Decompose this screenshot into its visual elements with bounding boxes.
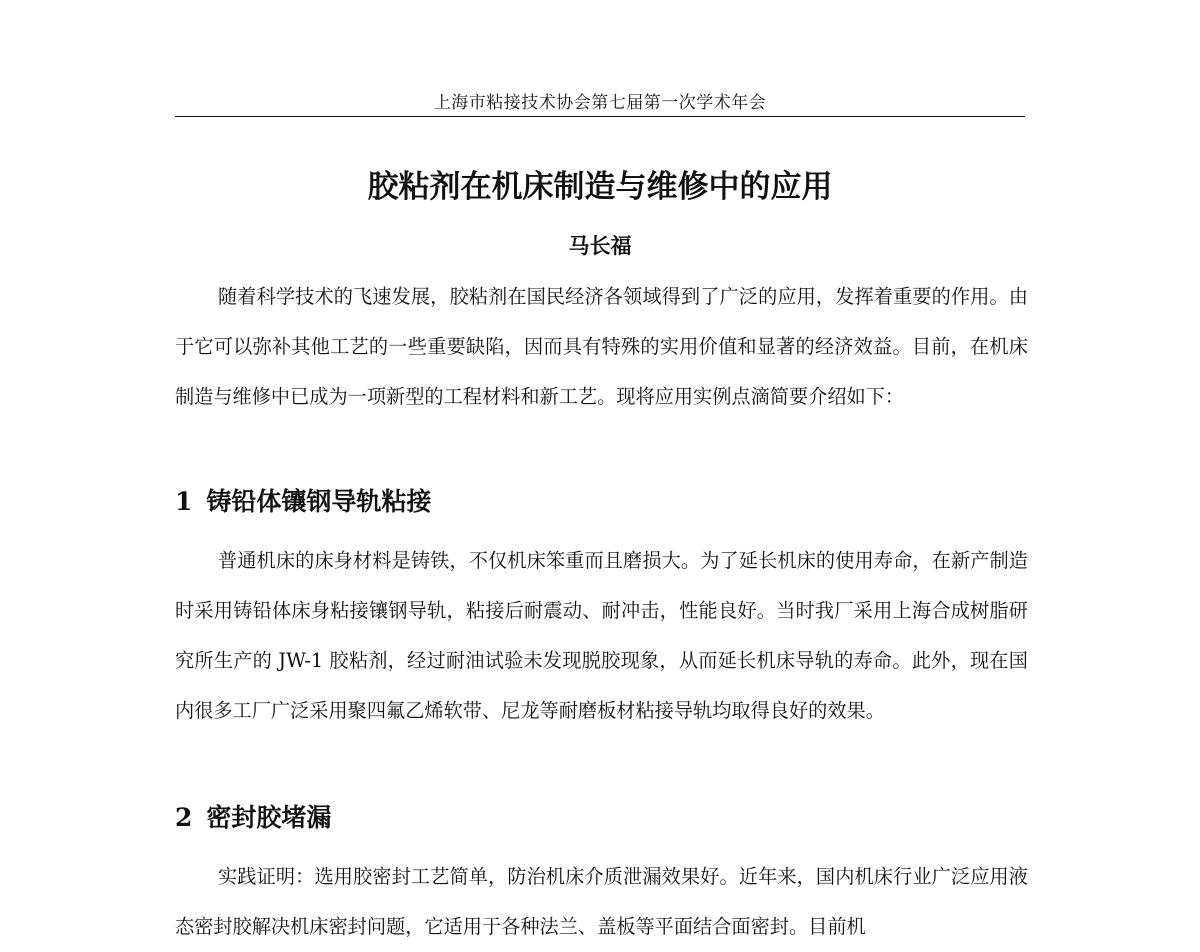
section-paragraph: 普通机床的床身材料是铸铁，不仅机床笨重而且磨损大。为了延长机床的使用寿命，在新产制造时采用铸铅体床身粘接镶钢导轨，粘接后耐震动、耐冲击，性能良好。当时我厂采用上海合成树脂研究所生产的 JW-1 胶粘剂，经过耐油试验未发现脱胶现象，从而延长机床导轨的寿命。此外，现在国内很多工厂广泛采用聚四氟乙烯软带、尼龙等耐磨板材粘接导轨均取得良好的效果。 [175, 549, 1028, 722]
section-number: 2 [175, 803, 193, 832]
running-header: 上海市粘接技术协会第七届第一次学术年会 [433, 93, 767, 113]
intro-paragraph: 随着科学技术的飞速发展，胶粘剂在国民经济各领域得到了广泛的应用，发挥着重要的作用。由于它可以弥补其他工艺的一些重要缺陷，因而具有特殊的实用价值和显著的经济效益。目前，在机床制造与维修中已成为一项新型的工程材料和新工艺。现将应用实例点滴简要介绍如下： [175, 285, 1028, 408]
section-number: 1 [175, 487, 193, 516]
section-heading [175, 801, 1028, 835]
section-title: 铸铅体镶钢导轨粘接 [206, 487, 432, 516]
section-title: 密封胶堵漏 [206, 803, 332, 832]
header-rule [175, 116, 1025, 117]
article-author: 马长福 [568, 234, 632, 258]
section-paragraph: 实践证明：选用胶密封工艺简单，防治机床介质泄漏效果好。近年来，国内机床行业广泛应用液态密封胶解决机床密封问题，它适用于各种法兰、盖板等平面结合面密封。目前机 [175, 865, 1028, 938]
section-heading [175, 485, 1028, 519]
article-title: 胶粘剂在机床制造与维修中的应用 [367, 169, 833, 205]
